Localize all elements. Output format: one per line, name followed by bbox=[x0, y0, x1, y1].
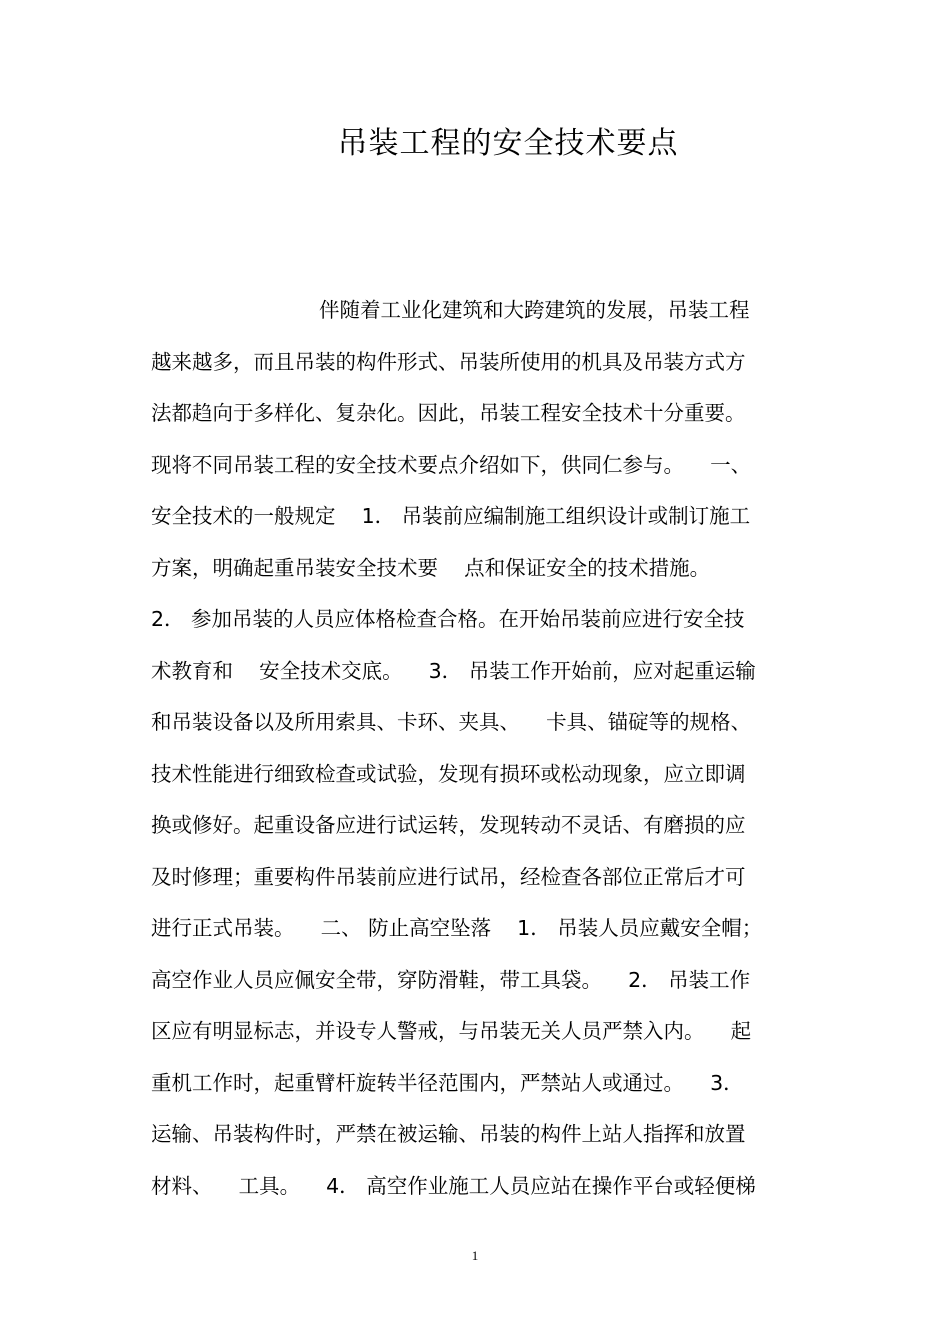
body-line: 和吊装设备以及所用索具、卡环、夹具、 卡具、锚碇等的规格、 bbox=[151, 710, 752, 734]
body-line: 伴随着工业化建筑和大跨建筑的发展，吊装工程 bbox=[319, 298, 750, 322]
body-line: 方案，明确起重吊装安全技术要 点和保证安全的技术措施。 bbox=[151, 555, 711, 580]
body-line: 越来越多，而且吊装的构件形式、吊装所使用的机具及吊装方式方 bbox=[151, 349, 746, 374]
page-number: 1 bbox=[471, 1248, 479, 1263]
body-line: 高空作业人员应佩安全带，穿防滑鞋，带工具袋。 2． 吊装工作 bbox=[151, 967, 751, 992]
body-line: 重机工作时，起重臂杆旋转半径范围内，严禁站人或通过。 3． bbox=[151, 1070, 744, 1095]
document-body bbox=[151, 290, 811, 1217]
body-line: 术教育和 安全技术交底。 3． 吊装工作开始前，应对起重运输 bbox=[151, 658, 756, 683]
body-line: 区应有明显标志，并设专人警戒，与吊装无关人员严禁入内。 起 bbox=[151, 1019, 752, 1043]
body-line: 及时修理；重要构件吊装前应进行试吊，经检查各部位正常后才可 bbox=[151, 864, 746, 889]
body-line: 换或修好。起重设备应进行试运转，发现转动不灵话、有磨损的应 bbox=[151, 813, 746, 837]
body-line: 法都趋向于多样化、复杂化。因此，吊装工程安全技术十分重要。 bbox=[151, 401, 746, 425]
body-line: 2． 参加吊装的人员应体格检查合格。在开始吊装前应进行安全技 bbox=[151, 607, 745, 631]
body-line: 运输、吊装构件时，严禁在被运输、吊装的构件上站人指挥和放置 bbox=[151, 1122, 746, 1146]
body-line: 现将不同吊装工程的安全技术要点介绍如下，供同仁参与。 一、 bbox=[151, 452, 752, 477]
body-line: 材料、 工具。 4． 高空作业施工人员应站在操作平台或轻便梯 bbox=[151, 1173, 756, 1198]
body-line: 进行正式吊装。 二、 防止高空坠落 1． 吊装人员应戴安全帽； bbox=[151, 916, 763, 940]
document-title: 吊装工程的安全技术要点 bbox=[337, 126, 679, 161]
body-line: 技术性能进行细致检查或试验，发现有损环或松动现象，应立即调 bbox=[151, 761, 746, 786]
body-line: 安全技术的一般规定 1． 吊装前应编制施工组织设计或制订施工 bbox=[151, 504, 751, 528]
